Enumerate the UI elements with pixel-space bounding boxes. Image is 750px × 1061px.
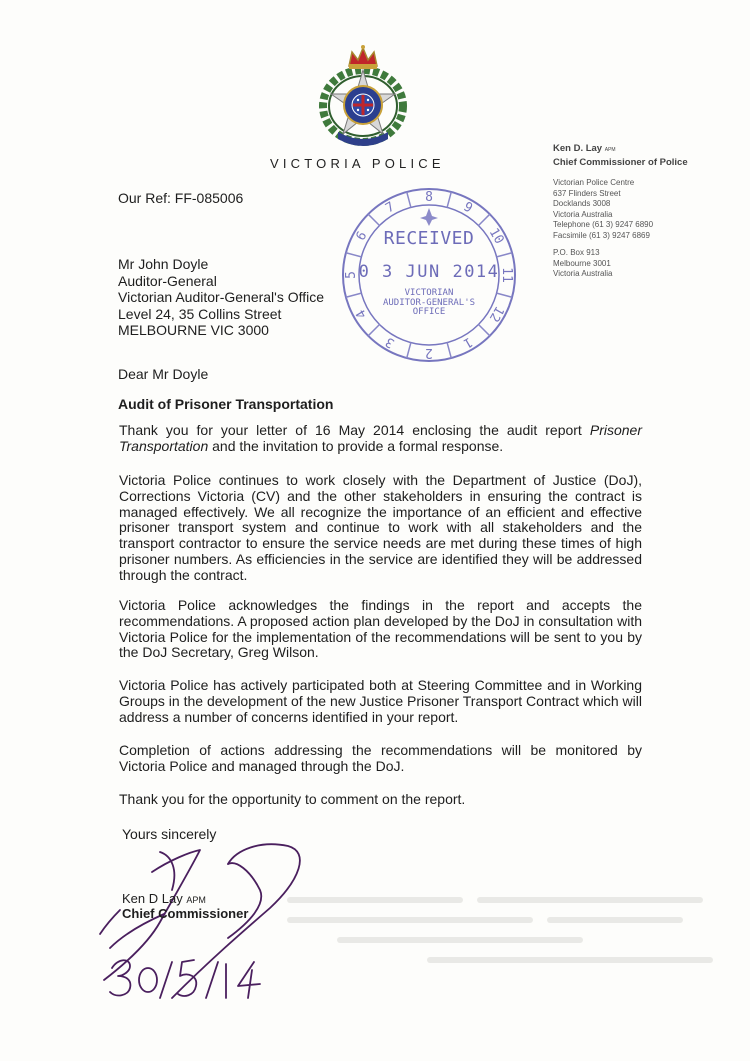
stamp-ring-tick <box>346 253 361 257</box>
stamp-received-label: RECEIVED <box>383 228 475 249</box>
body-paragraph-6: Thank you for the opportunity to comment on the report. <box>119 791 466 807</box>
stamp-ring-digit: 11 <box>499 267 514 283</box>
agency-name: VICTORIA POLICE <box>270 156 445 171</box>
stamp-ring-digit: 3 <box>383 333 398 351</box>
our-reference: Our Ref: FF-085006 <box>118 190 244 206</box>
body-paragraph-1: Thank you for your letter of 16 May 2014 enclosing the audit report Prisoner Transportation and the invitation to provide a formal response. <box>119 422 642 454</box>
stamp-office: VICTORIAN AUDITOR-GENERAL'S OFFICE <box>382 288 476 317</box>
sender-name: Ken D. Lay APM <box>553 143 616 154</box>
stamp-ring-tick <box>478 214 489 225</box>
sender-title: Chief Commissioner of Police <box>553 156 688 168</box>
signatory-name: Ken D Lay APM <box>122 891 206 906</box>
stamp-ring-tick <box>407 192 411 207</box>
body-paragraph-4: Victoria Police has actively participated both at Steering Committee and in Working Groups in the development of the new Justice Prisoner Transport Contract which will address a number of concerns identified in your report. <box>119 677 642 725</box>
subject-heading: Audit of Prisoner Transportation <box>118 396 334 412</box>
stamp-ring-digit: 5 <box>344 271 359 279</box>
stamp-ring-digit: 8 <box>425 190 433 205</box>
stamp-ring-digit: 7 <box>383 199 398 217</box>
signatory-title: Chief Commissioner <box>122 906 249 921</box>
salutation: Dear Mr Doyle <box>118 366 209 382</box>
stamp-ring-tick <box>447 343 451 358</box>
stamp-ring-tick <box>478 324 489 335</box>
stamp-ring-digit: 9 <box>460 199 475 217</box>
stamp-ring-tick <box>368 324 379 335</box>
victoria-police-crest-icon <box>318 42 408 150</box>
body-paragraph-5: Completion of actions addressing the recommendations will be monitored by Victoria Police and managed through the DoJ. <box>119 742 642 774</box>
stamp-ring-digit: 1 <box>460 333 475 351</box>
stamp-ring-tick <box>407 343 411 358</box>
stamp-date: 0 3 JUN 2014 <box>358 262 500 282</box>
stamp-ring-tick <box>368 214 379 225</box>
stamp-ring-digit: 2 <box>425 345 433 360</box>
postal-address: P.O. Box 913 Melbourne 3001 Victoria Australia <box>553 248 613 278</box>
body-paragraph-3: Victoria Police acknowledges the findings in the report and accepts the recommendations. A proposed action plan developed by the DoJ in consultation with Victoria Police for the implementation of the recommendations will be sent to you by the DoJ Secretary, Greg Wilson. <box>119 597 642 661</box>
body-paragraph-2: Victoria Police continues to work closely with the Department of Justice (DoJ), Corrections Victoria (CV) and the other stakeholders in ensuring the contract is managed effectively. We all recognize the importance of an efficient and effective prisoner transport system and continue to work with all stakeholders and the transport contractor to ensure the service needs are met during these times of high prisoner numbers. As efficiencies in the service are identified they will be addressed through the contract. <box>119 472 642 583</box>
stamp-ring-digit: 10 <box>485 225 507 247</box>
stamp-ring-digit: 6 <box>353 229 371 244</box>
recipient-address: Mr John Doyle Auditor-General Victorian Auditor-General's Office Level 24, 35 Collins Street MELBOURNE VIC 3000 <box>118 256 325 338</box>
bleed-through-marks <box>280 880 720 980</box>
sender-block <box>553 143 688 287</box>
stamp-ring-digit: 12 <box>485 303 507 325</box>
street-address: Victorian Police Centre 637 Flinders Street Docklands 3008 Victoria Australia Telephone (61 3) 9247 6890 Facsimile (61 3) 9247 6869 <box>553 178 654 240</box>
stamp-ring-tick <box>447 192 451 207</box>
closing: Yours sincerely <box>122 826 217 842</box>
stamp-ring-digit: 4 <box>353 306 371 321</box>
stamp-ring-tick <box>497 253 512 257</box>
